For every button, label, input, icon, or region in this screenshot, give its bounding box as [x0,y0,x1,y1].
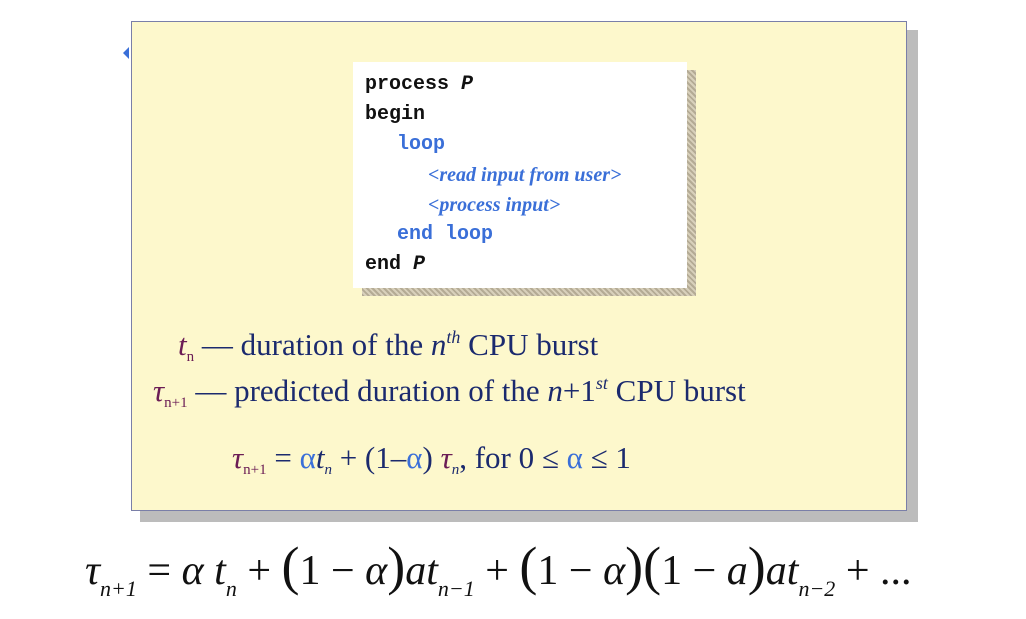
definition-tau-n1: $\tau_{n+1}$ — predicted duration of the n+1st CPU burst [153,373,746,411]
expanded-formula: $\tau_{n+1} = \alpha$ $t_n + (1 - \alpha)at_{n-1} + (1 - \alpha)(1 - a)at_{n-2}$ + ... [85,536,912,601]
code-line-process-input: <process input> [428,194,561,216]
code-line-loop: loop [397,133,446,156]
code-line-end-loop: end loop [397,223,494,246]
code-line-begin: begin [365,103,426,126]
slide-pointer-marker [123,47,129,59]
definition-t-n: $t_n$ — duration of the $n^{th}$ CPU burst [178,327,599,365]
prediction-formula: $\tau_{n+1} = \alpha tn + (1-\alpha)$ τn, for 0 ≤ α ≤ 1 [232,440,631,478]
code-box [353,62,687,288]
code-line-process: process P [365,73,474,96]
code-line-read-input: <read input from user> [428,164,622,186]
code-line-end-p: end P [365,253,426,276]
